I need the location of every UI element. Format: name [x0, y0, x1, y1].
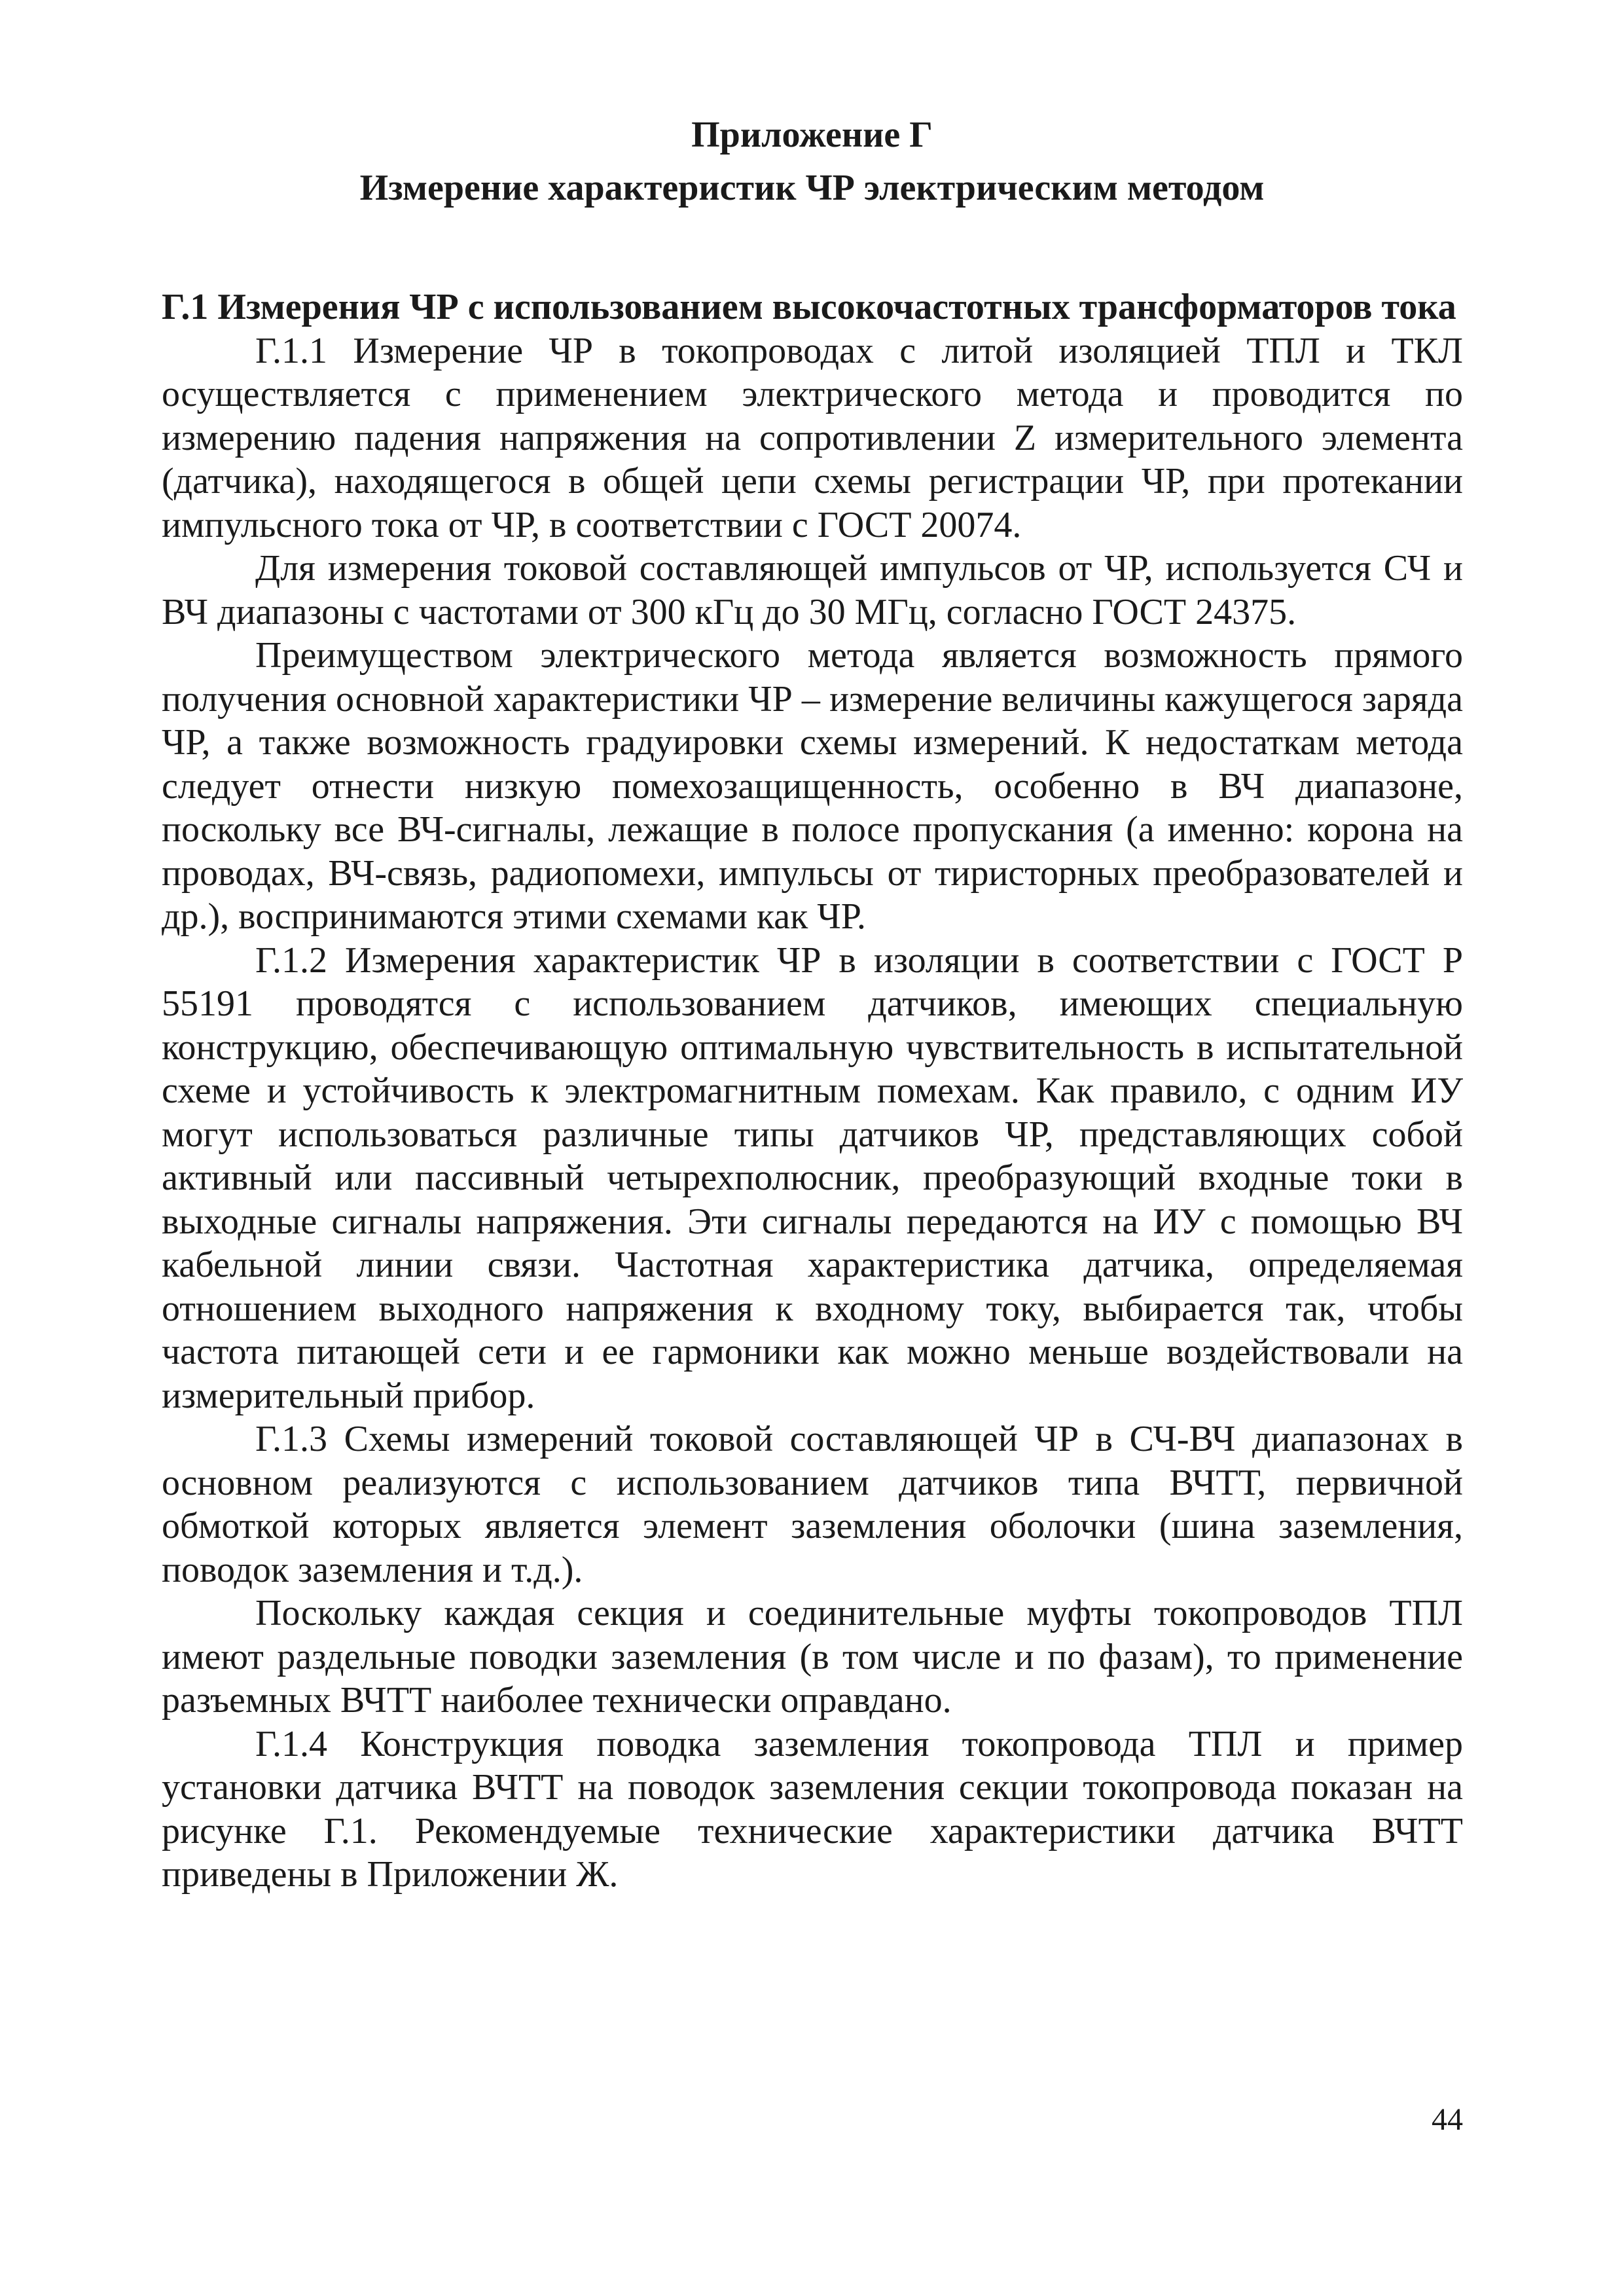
paragraph-g-1-2: Г.1.2 Измерения характеристик ЧР в изоляции в соответствии с ГОСТ Р 55191 проводятся с использованием датчиков, имеющих специальную конструкцию, обеспечивающую оптимальную чувствительность в испытательной схеме и устойчивость к электромагнитным помехам. Как правило, с одним ИУ могут использоваться различные типы датчиков ЧР, представляющих собой активный или пассивный четырехполюсник, преобразующий входные токи в выходные сигналы напряжения. Эти сигналы передаются на ИУ с помощью ВЧ кабельной линии связи. Частотная характеристика датчика, определяемая отношением выходного напряжения к входному току, выбирается так, чтобы частота питающей сети и ее гармоники как можно меньше воздействовали на измерительный прибор.: [162, 939, 1463, 1416]
page-number: 44: [1432, 2102, 1463, 2137]
paragraph-g-1-3: Г.1.3 Схемы измерений токовой составляющей ЧР в СЧ-ВЧ диапазонах в основном реализуются с использованием датчиков типа ВЧТТ, первичной обмоткой которых является элемент заземления оболочки (шина заземления, поводок заземления и т.д.).: [162, 1419, 1463, 1590]
section-heading: Г.1 Измерения ЧР с использованием высокочастотных трансформаторов тока: [162, 287, 1456, 327]
appendix-title: Приложение Г: [691, 115, 933, 155]
paragraph-method-advantages: Преимуществом электрического метода является возможность прямого получения основной характеристики ЧР – измерение величины кажущегося заряда ЧР, а также возможность градуировки схемы измерений. К недостаткам метода следует отнести низкую помехозащищенность, особенно в ВЧ диапазоне, поскольку все ВЧ-сигналы, лежащие в полосе пропускания (а именно: корона на проводах, ВЧ-связь, радиопомехи, импульсы от тиристорных преобразователей и др.), воспринимаются этими схемами как ЧР.: [162, 635, 1463, 937]
paragraph-grounding-leads: Поскольку каждая секция и соединительные муфты токопроводов ТПЛ имеют раздельные поводки заземления (в том числе и по фазам), то применение разъемных ВЧТТ наиболее технически оправдано.: [162, 1593, 1463, 1721]
paragraph-g-1-4: Г.1.4 Конструкция поводка заземления токопровода ТПЛ и пример установки датчика ВЧТТ на поводок заземления секции токопровода показан на рисунке Г.1. Рекомендуемые технические характеристики датчика ВЧТТ приведены в Приложении Ж.: [162, 1723, 1463, 1895]
appendix-subtitle: Измерение характеристик ЧР электрическим методом: [359, 168, 1265, 208]
paragraph-current-component: Для измерения токовой составляющей импульсов от ЧР, используется СЧ и ВЧ диапазоны с частотами от 300 кГц до 30 МГц, согласно ГОСТ 24375.: [162, 548, 1463, 632]
document-body: [162, 285, 1463, 1897]
paragraph-g-1-1: Г.1.1 Измерение ЧР в токопроводах с литой изоляцией ТПЛ и ТКЛ осуществляется с применением электрического метода и проводится по измерению падения напряжения на сопротивлении Z измерительного элемента (датчика), находящегося в общей цепи схемы регистрации ЧР, при протекании импульсного тока от ЧР, в соответствии с ГОСТ 20074.: [162, 330, 1463, 545]
